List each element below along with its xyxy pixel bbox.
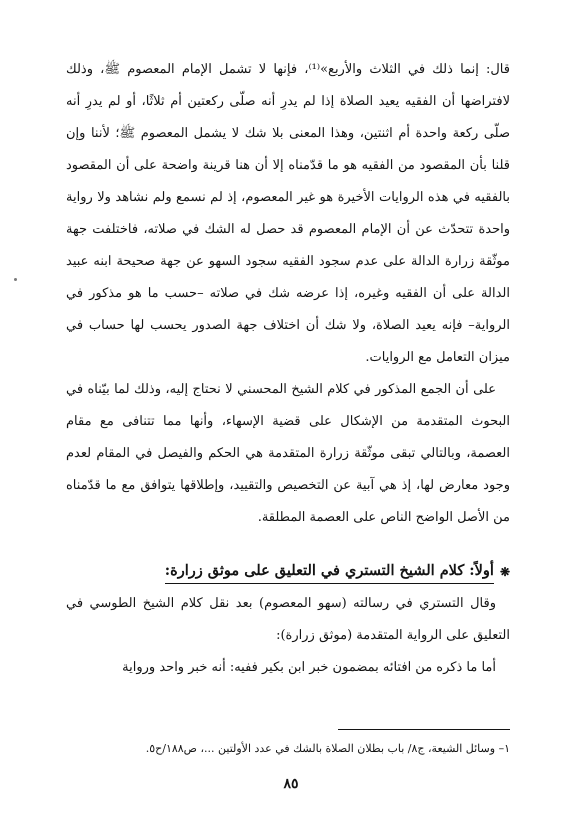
paragraph-1: قال: إنما ذلك في الثلاث والأربع»⁽¹⁾، فإنها لا تشمل الإمام المعصوم ﷺ، وذلك لافتراضها أن الفقيه يعيد الصلاة إذا لم يدرِ أنه صلّى ركعتين أم ثلاثًا، أو لم يدرِ أنه صلّى ركعة واحدة أم اثنتين، وهذا المعنى بلا شك لا يشمل المعصوم ﷺ؛ لأننا وإن قلنا بأن المقصود من الفقيه هو ما قدّمناه إلا أن هنا قرينة واضحة على أن المقصود بالفقيه في هذه الروايات الأخيرة هو غير المعصوم، إذ لم نسمع ولم نشاهد ولا رواية واحدة تتحدّث عن أن الإمام المعصوم قد حصل له الشك في صلاته، فاختلفت جهة موثّقة زرارة الدالة على عدم سجود الفقيه سجود السهو عن جهة صحيحة ابنه عبيد الدالة على أن الفقيه وغيره، إذا عرضه شك في صلاته –حسب ما هو مذكور في الرواية– فإنه يعيد الصلاة، ولا شك أن اختلاف جهة الصدور يحسب لها حساب في ميزان التعامل مع الروايات. [66, 62, 510, 365]
section-heading [66, 556, 510, 588]
paragraph-4: أما ما ذكره من افتائه بمضمون خبر ابن بكير ففيه: أنه خبر واحد ورواية [122, 660, 496, 675]
margin-mark [14, 278, 17, 281]
paragraph-2: على أن الجمع المذكور في كلام الشيخ المحسني لا نحتاج إليه، وذلك لما بيّناه في البحوث المتقدمة من الإشكال على قضية الإسهاء، وأنها مما تتنافى مع مقام العصمة، وبالتالي تبقى موثّقة زرارة المتقدمة هي الحكم والفيصل في المقام لعدم وجود معارض لها، إذ هي آبية عن التخصيص والتقييد، وإطلاقها يتوافق مع ما قدّمناه من الأصل الواضح الناص على العصمة المطلقة. [66, 382, 510, 525]
footnote-divider [338, 729, 510, 730]
star-bullet-icon: ❋ [499, 565, 510, 579]
page-number: ٨٥ [283, 776, 299, 792]
paragraph-3: وقال التستري في رسالته (سهو المعصوم) بعد نقل كلام الشيخ الطوسي في التعليق على الرواية المتقدمة (موثق زرارة): [66, 596, 510, 643]
section-heading-text: أولاً: كلام الشيخ التستري في التعليق على موثق زرارة: [165, 560, 494, 584]
footnote: ١– وسائل الشيعة، ج٨/ باب بطلان الصلاة بالشك في عدد الأولتين ...، ص١٨٨/ح٥. [145, 742, 510, 755]
main-text [66, 54, 510, 684]
